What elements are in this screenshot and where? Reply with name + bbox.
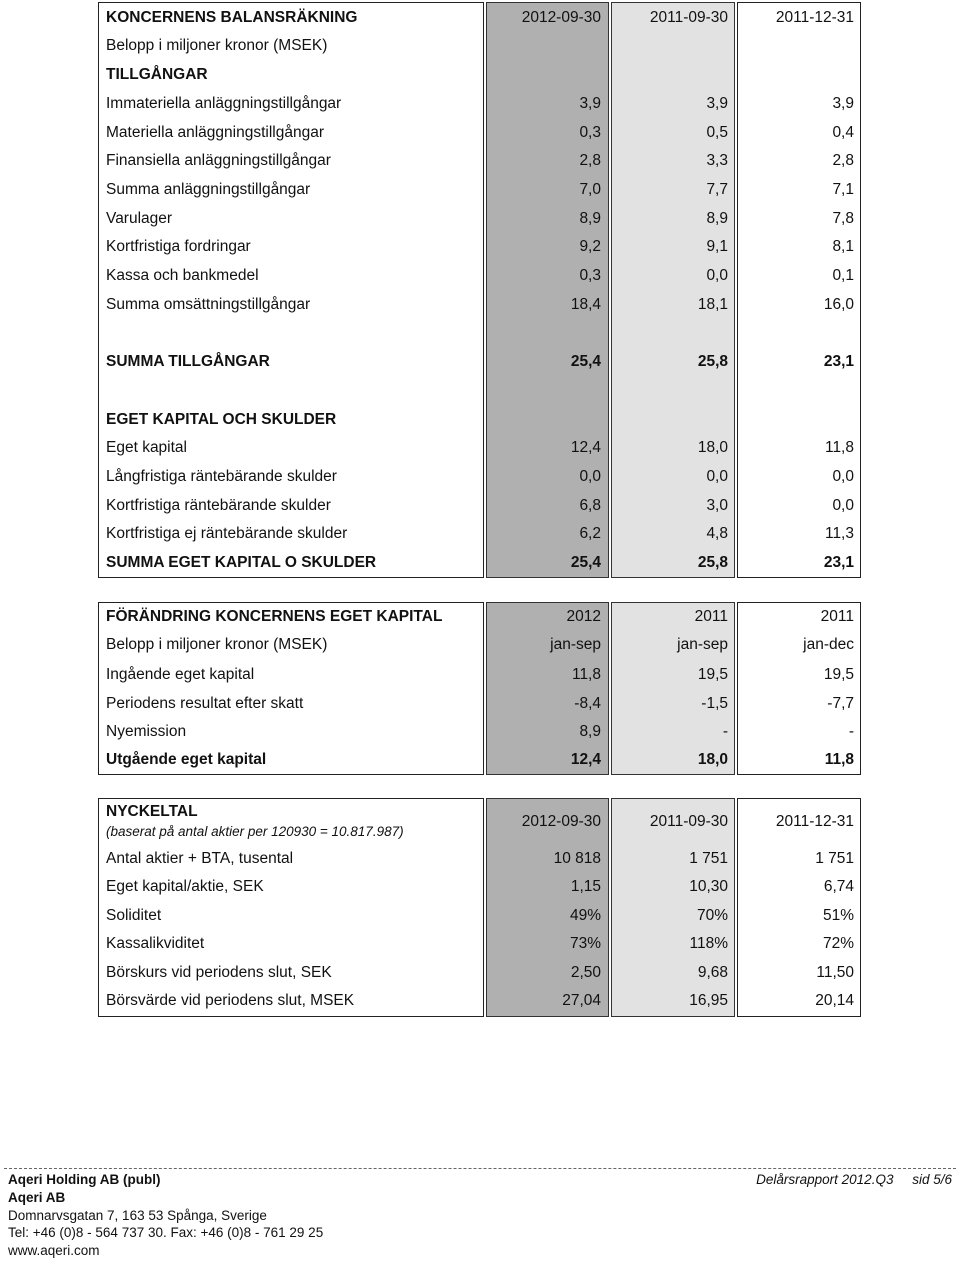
col-subheader: jan-dec bbox=[803, 636, 854, 653]
cell-value: 11,8 bbox=[571, 666, 601, 683]
cell-value: 16,0 bbox=[823, 296, 854, 313]
cell-value: 7,8 bbox=[832, 210, 854, 227]
col-header: 2011-12-31 bbox=[775, 813, 854, 830]
footer-report-info bbox=[756, 1172, 952, 1187]
section-heading: TILLGÅNGAR bbox=[106, 66, 208, 83]
section-heading: EGET KAPITAL OCH SKULDER bbox=[106, 411, 337, 428]
cell-value: 27,04 bbox=[562, 992, 601, 1009]
cell-value: - bbox=[848, 723, 854, 740]
cell-value: 4,8 bbox=[706, 525, 728, 542]
cell-value: 0,5 bbox=[706, 124, 728, 141]
cell-value: 72% bbox=[822, 935, 854, 952]
balance-header-row bbox=[98, 4, 861, 33]
table-row bbox=[98, 845, 861, 874]
cell-value: 20,14 bbox=[815, 992, 854, 1009]
col-header: 2011-09-30 bbox=[649, 9, 728, 26]
cell-value: 70% bbox=[696, 907, 728, 924]
row-label: Kassalikviditet bbox=[106, 935, 205, 952]
table-row bbox=[98, 406, 861, 435]
col-subheader: jan-sep bbox=[550, 636, 601, 653]
cell-value: 0,0 bbox=[706, 267, 728, 284]
col-header: 2011-12-31 bbox=[775, 9, 854, 26]
table-row bbox=[98, 176, 861, 205]
cell-value: 0,4 bbox=[832, 124, 854, 141]
table-row bbox=[98, 690, 861, 719]
cell-value: 3,9 bbox=[706, 95, 728, 112]
cell-value: 1 751 bbox=[689, 850, 728, 867]
equity-subtitle: Belopp i miljoner kronor (MSEK) bbox=[106, 636, 328, 653]
page-footer bbox=[0, 1168, 960, 1263]
footer-address: Domnarvsgatan 7, 163 53 Spånga, Sverige bbox=[8, 1208, 267, 1223]
col-header: 2011 bbox=[820, 608, 854, 625]
row-label: Periodens resultat efter skatt bbox=[106, 695, 304, 712]
footer-page-number: sid 5/6 bbox=[912, 1172, 952, 1187]
row-label: Långfristiga räntebärande skulder bbox=[106, 468, 337, 485]
table-row bbox=[98, 463, 861, 492]
cell-value: 2,50 bbox=[570, 964, 601, 981]
cell-value: 9,68 bbox=[697, 964, 728, 981]
row-label: Finansiella anläggningstillgångar bbox=[106, 152, 331, 169]
cell-value: 2,8 bbox=[579, 152, 601, 169]
cell-value: 6,2 bbox=[579, 525, 601, 542]
table-row bbox=[98, 661, 861, 690]
footer-website-link[interactable]: www.aqeri.com bbox=[8, 1243, 100, 1258]
col-header: 2011 bbox=[694, 608, 728, 625]
table-row bbox=[98, 205, 861, 234]
cell-value: 18,4 bbox=[570, 296, 601, 313]
cell-value: 19,5 bbox=[823, 666, 854, 683]
table-row bbox=[98, 348, 861, 377]
table-row bbox=[98, 233, 861, 262]
cell-value: -7,7 bbox=[827, 695, 854, 712]
keyfig-note: (baserat på antal aktier per 120930 = 10.817.987) bbox=[106, 824, 404, 839]
cell-value: 8,9 bbox=[579, 210, 601, 227]
cell-value: 7,0 bbox=[579, 181, 601, 198]
row-label: Summa omsättningstillgångar bbox=[106, 296, 311, 313]
row-label: Börskurs vid periodens slut, SEK bbox=[106, 964, 332, 981]
cell-value: 0,0 bbox=[832, 497, 854, 514]
table-row bbox=[98, 873, 861, 902]
table-row bbox=[98, 291, 861, 320]
cell-value: 1 751 bbox=[815, 850, 854, 867]
cell-value: 49% bbox=[569, 907, 601, 924]
cell-value: 0,0 bbox=[579, 468, 601, 485]
cell-value: 25,8 bbox=[697, 554, 728, 571]
row-label: Kortfristiga fordringar bbox=[106, 238, 251, 255]
row-label: Antal aktier + BTA, tusental bbox=[106, 850, 294, 867]
cell-value: 118% bbox=[689, 935, 728, 952]
table-row bbox=[98, 987, 861, 1016]
col-header: 2012 bbox=[566, 608, 601, 625]
row-label: Eget kapital bbox=[106, 439, 187, 456]
cell-value: 12,4 bbox=[570, 439, 601, 456]
balance-subtitle: Belopp i miljoner kronor (MSEK) bbox=[106, 37, 328, 54]
balance-subtitle-row bbox=[98, 32, 861, 61]
cell-value: 3,9 bbox=[832, 95, 854, 112]
cell-value: 8,9 bbox=[579, 723, 601, 740]
cell-value: 23,1 bbox=[823, 353, 854, 370]
cell-value: 25,4 bbox=[570, 353, 601, 370]
table-row bbox=[98, 959, 861, 988]
row-label: SUMMA EGET KAPITAL O SKULDER bbox=[106, 554, 377, 571]
row-label: Eget kapital/aktie, SEK bbox=[106, 878, 264, 895]
row-label: Kortfristiga räntebärande skulder bbox=[106, 497, 331, 514]
cell-value: 9,2 bbox=[579, 238, 601, 255]
cell-value: 23,1 bbox=[823, 554, 854, 571]
row-label: Kassa och bankmedel bbox=[106, 267, 259, 284]
row-label: SUMMA TILLGÅNGAR bbox=[106, 353, 270, 370]
cell-value: 1,15 bbox=[570, 878, 601, 895]
cell-value: 51% bbox=[822, 907, 854, 924]
row-label: Soliditet bbox=[106, 907, 162, 924]
row-label: Immateriella anläggningstillgångar bbox=[106, 95, 342, 112]
cell-value: 19,5 bbox=[697, 666, 728, 683]
table-row bbox=[98, 61, 861, 90]
row-label: Varulager bbox=[106, 210, 173, 227]
table-row bbox=[98, 520, 861, 549]
row-label: Utgående eget kapital bbox=[106, 751, 267, 768]
col-header: 2012-09-30 bbox=[521, 9, 601, 26]
table-row bbox=[98, 90, 861, 119]
row-label: Börsvärde vid periodens slut, MSEK bbox=[106, 992, 355, 1009]
balance-title: KONCERNENS BALANSRÄKNING bbox=[106, 9, 358, 26]
equity-change-table bbox=[98, 602, 861, 775]
cell-value: -8,4 bbox=[574, 695, 601, 712]
keyfig-header-row bbox=[98, 808, 861, 837]
equity-title: FÖRÄNDRING KONCERNENS EGET KAPITAL bbox=[106, 608, 443, 625]
cell-value: 25,4 bbox=[570, 554, 601, 571]
keyfig-title: NYCKELTAL bbox=[106, 803, 198, 820]
key-figures-table bbox=[98, 798, 861, 1017]
table-row bbox=[98, 930, 861, 959]
equity-subheader-row bbox=[98, 631, 861, 660]
cell-value: 0,0 bbox=[706, 468, 728, 485]
cell-value: 0,3 bbox=[579, 267, 601, 284]
cell-value: 11,8 bbox=[824, 751, 854, 768]
cell-value: 18,0 bbox=[697, 439, 728, 456]
cell-value: 18,0 bbox=[697, 751, 728, 768]
table-row bbox=[98, 746, 861, 775]
row-label: Nyemission bbox=[106, 723, 187, 740]
cell-value: 11,3 bbox=[824, 525, 854, 542]
cell-value: 11,8 bbox=[824, 439, 854, 456]
cell-value: 18,1 bbox=[697, 296, 728, 313]
cell-value: - bbox=[722, 723, 728, 740]
row-label: Kortfristiga ej räntebärande skulder bbox=[106, 525, 348, 542]
cell-value: 2,8 bbox=[832, 152, 854, 169]
row-label: Summa anläggningstillgångar bbox=[106, 181, 311, 198]
cell-value: 7,1 bbox=[832, 181, 854, 198]
cell-value: 10,30 bbox=[689, 878, 728, 895]
table-row bbox=[98, 902, 861, 931]
cell-value: 3,9 bbox=[579, 95, 601, 112]
footer-divider bbox=[4, 1168, 956, 1169]
table-row bbox=[98, 492, 861, 521]
cell-value: 7,7 bbox=[706, 181, 728, 198]
cell-value: 0,1 bbox=[832, 267, 854, 284]
cell-value: 8,9 bbox=[706, 210, 728, 227]
row-label: Materiella anläggningstillgångar bbox=[106, 124, 324, 141]
cell-value: 25,8 bbox=[697, 353, 728, 370]
row-label: Ingående eget kapital bbox=[106, 666, 255, 683]
cell-value: 3,0 bbox=[706, 497, 728, 514]
balance-sheet-table bbox=[98, 2, 861, 578]
cell-value: 12,4 bbox=[570, 751, 601, 768]
footer-company: Aqeri Holding AB (publ) bbox=[8, 1172, 161, 1187]
table-row bbox=[98, 549, 861, 578]
col-subheader: jan-sep bbox=[677, 636, 728, 653]
footer-report-name: Delårsrapport 2012.Q3 bbox=[756, 1172, 894, 1187]
cell-value: 10 818 bbox=[553, 850, 601, 867]
table-row bbox=[98, 718, 861, 747]
table-row bbox=[98, 434, 861, 463]
cell-value: 0,0 bbox=[832, 468, 854, 485]
cell-value: 11,50 bbox=[816, 964, 854, 981]
cell-value: 3,3 bbox=[706, 152, 728, 169]
cell-value: 8,1 bbox=[832, 238, 854, 255]
cell-value: 16,95 bbox=[689, 992, 728, 1009]
table-row bbox=[98, 119, 861, 148]
footer-phone: Tel: +46 (0)8 - 564 737 30. Fax: +46 (0)8 - 761 29 25 bbox=[8, 1225, 324, 1240]
table-row bbox=[98, 147, 861, 176]
cell-value: 73% bbox=[569, 935, 601, 952]
cell-value: -1,5 bbox=[701, 695, 728, 712]
cell-value: 6,74 bbox=[823, 878, 854, 895]
equity-header-row bbox=[98, 603, 861, 632]
cell-value: 6,8 bbox=[579, 497, 601, 514]
table-row bbox=[98, 262, 861, 291]
col-header: 2012-09-30 bbox=[521, 813, 601, 830]
col-header: 2011-09-30 bbox=[649, 813, 728, 830]
footer-company-sub: Aqeri AB bbox=[8, 1190, 66, 1205]
cell-value: 9,1 bbox=[706, 238, 728, 255]
cell-value: 0,3 bbox=[579, 124, 601, 141]
